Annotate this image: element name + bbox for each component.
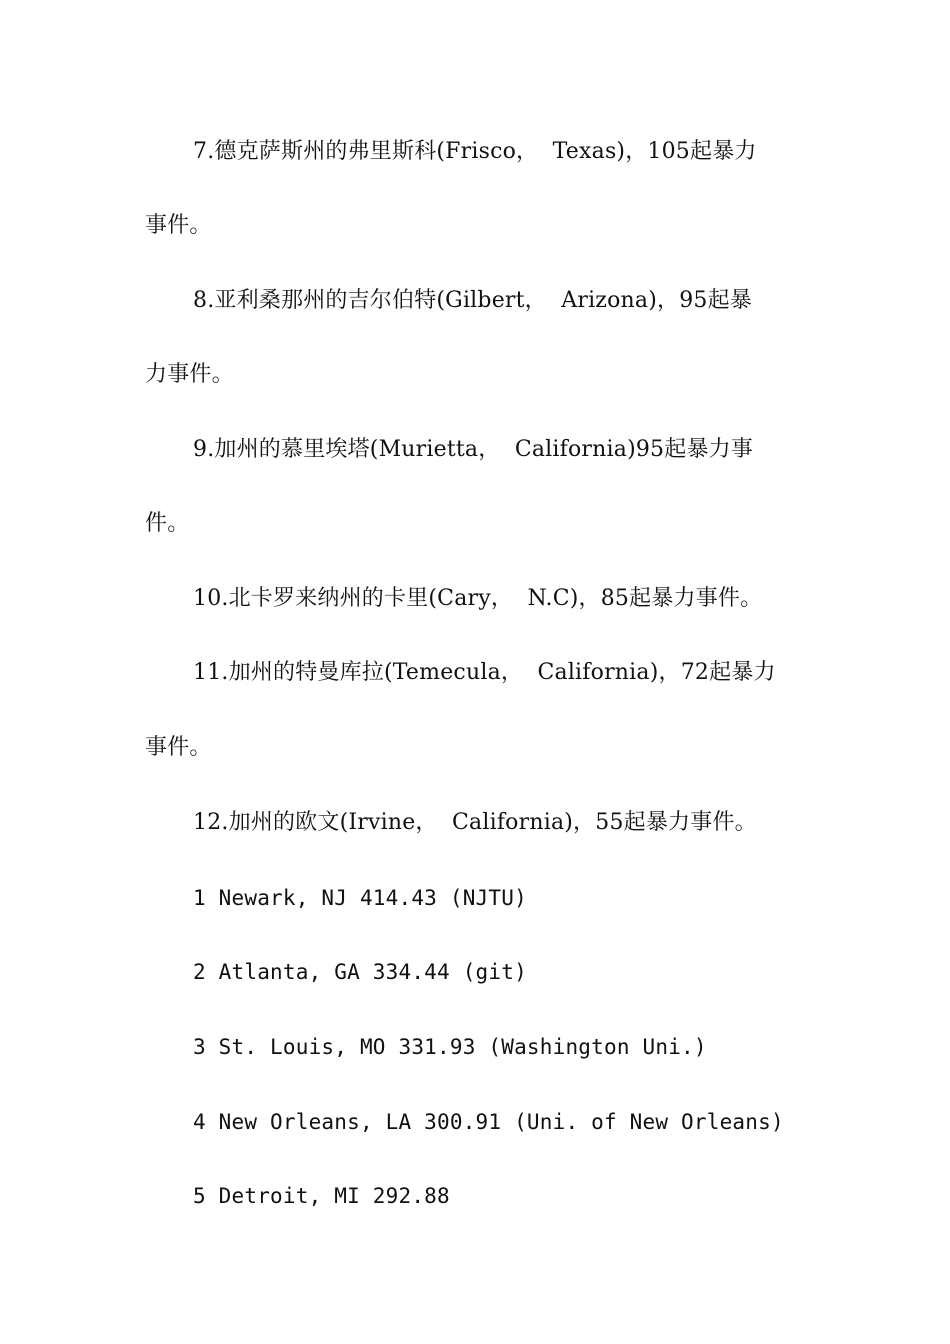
ranking-row-5: 5 Detroit, MI 292.88 (193, 1184, 450, 1208)
list-item-12: 12.加州的欧文(Irvine， California)，55起暴力事件。 (193, 810, 757, 835)
ranking-row-3: 3 St. Louis, MO 331.93 (Washington Uni.) (193, 1035, 707, 1059)
list-item-9-line-2: 件。 (145, 511, 190, 536)
ranking-row-2: 2 Atlanta, GA 334.44 (git) (193, 960, 527, 984)
list-item-9-line-1: 9.加州的慕里埃塔(Murietta， California)95起暴力事 (193, 437, 754, 462)
list-item-7-line-1: 7.德克萨斯州的弗里斯科(Frisco， Texas)，105起暴力 (193, 139, 757, 164)
ranking-row-4: 4 New Orleans, LA 300.91 (Uni. of New Orleans) (193, 1110, 784, 1134)
list-item-8-line-1: 8.亚利桑那州的吉尔伯特(Gilbert， Arizona)，95起暴 (193, 288, 753, 313)
list-item-8-line-2: 力事件。 (145, 362, 234, 387)
list-item-7-line-2: 事件。 (145, 213, 212, 238)
list-item-11-line-2: 事件。 (145, 735, 212, 760)
ranking-row-1: 1 Newark, NJ 414.43 (NJTU) (193, 886, 527, 910)
list-item-11-line-1: 11.加州的特曼库拉(Temecula， California)，72起暴力 (193, 660, 776, 685)
list-item-10: 10.北卡罗来纳州的卡里(Cary， N.C)，85起暴力事件。 (193, 586, 763, 611)
